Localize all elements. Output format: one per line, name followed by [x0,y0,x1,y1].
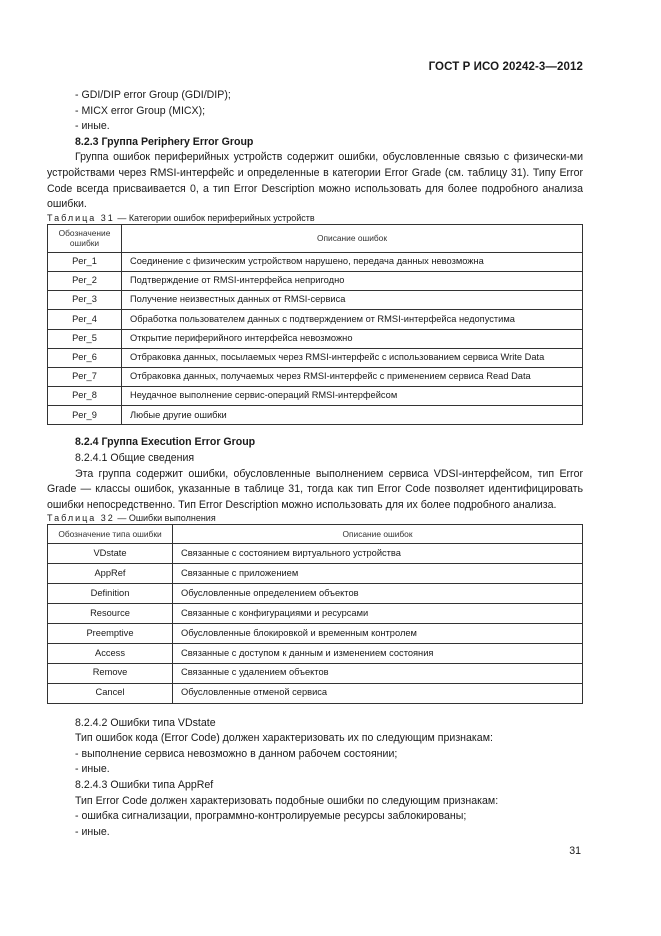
error-description-cell: Связанные с приложением [173,564,583,584]
table-caption-prefix: Таблица 32 [47,513,115,524]
table-body [48,252,583,425]
error-description-cell: Связанные с состоянием виртуального устройства [173,544,583,564]
error-code-cell: Per_1 [48,252,122,271]
error-description-cell: Неудачное выполнение сервис-операций RMSI-интерфейсом [122,387,583,406]
error-code-cell: Definition [48,584,173,604]
table-caption-31 [47,213,583,224]
table-row [48,367,583,386]
error-description-cell: Получение неизвестных данных от RMSI-сервиса [122,291,583,310]
table-row [48,663,583,683]
table-row [48,387,583,406]
error-code-cell: Access [48,643,173,663]
section-heading-8-2-3: 8.2.3 Группа Periphery Error Group [75,135,254,148]
column-header-description: Описание ошибок [122,224,583,252]
error-description-cell: Соединение с физическим устройством нарушено, передача данных невозможна [122,252,583,271]
error-description-cell: Обработка пользователем данных с подтверждением от RMSI-интерфейса недопустима [122,310,583,329]
error-code-cell: Remove [48,663,173,683]
sub-heading-8-2-4-1: 8.2.4.1 Общие сведения [75,452,195,465]
table-row [48,310,583,329]
list-item: - иные. [75,763,110,776]
paragraph: Группа ошибок периферийных устройств содержит ошибки, обусловленные связью с физически-ми устройствами через RMSI-интерфейс и определенные в категории Error Grade (см. таблицу 31). Типу Error Code всегда присваивается 0, а тип Error Description можно использовать для более подробного анализа ошибки. [47,151,583,211]
error-description-cell: Связанные с доступом к данным и изменением состояния [173,643,583,663]
document-header: ГОСТ Р ИСО 20242-3—2012 [428,61,583,73]
table-caption-text: — Ошибки выполнения [114,513,216,524]
error-description-cell: Любые другие ошибки [122,406,583,425]
error-code-cell: Cancel [48,683,173,703]
error-description-cell: Обусловленные отменой сервиса [173,683,583,703]
list-item: - иные. [75,120,110,133]
error-description-cell: Отбраковка данных, получаемых через RMSI-интерфейс с применением сервиса Read Data [122,367,583,386]
table-row [48,406,583,425]
error-code-cell: Per_7 [48,367,122,386]
column-header-code: Обозначение ошибки [48,224,122,252]
error-code-cell: Per_8 [48,387,122,406]
error-code-cell: Per_2 [48,271,122,290]
list-item: - MICX error Group (MICX); [75,104,206,117]
table-header-row [48,525,583,544]
error-code-cell: Per_9 [48,406,122,425]
error-code-cell: VDstate [48,544,173,564]
error-description-cell: Отбраковка данных, посылаемых через RMSI-интерфейс с использованием сервиса Write Data [122,348,583,367]
list-item: - выполнение сервиса невозможно в данном рабочем состоянии; [75,747,398,760]
error-code-cell: Resource [48,604,173,624]
table-caption-prefix: Таблица 31 [47,212,115,223]
page-content [47,88,583,840]
table-body [48,544,583,703]
error-code-cell: Preemptive [48,623,173,643]
error-description-cell: Связанные с удалением объектов [173,663,583,683]
column-header-code: Обозначение типа ошибки [48,525,173,544]
table-header-row [48,224,583,252]
page-number: 31 [569,845,581,857]
table-row [48,683,583,703]
table-31 [47,224,583,426]
table-row [48,604,583,624]
error-description-cell: Обусловленные определением объектов [173,584,583,604]
table-caption-text: — Категории ошибок периферийных устройств [114,212,315,223]
paragraph: Тип ошибок кода (Error Code) должен характеризовать их по следующим признакам: [75,732,493,745]
table-row [48,271,583,290]
error-code-cell: Per_4 [48,310,122,329]
paragraph: Тип Error Code должен характеризовать подобные ошибки по следующим признакам: [75,794,499,807]
error-description-cell: Обусловленные блокировкой и временным контролем [173,623,583,643]
column-header-description: Описание ошибок [173,525,583,544]
table-row [48,291,583,310]
error-code-cell: Per_6 [48,348,122,367]
table-row [48,564,583,584]
sub-heading-8-2-4-3: 8.2.4.3 Ошибки типа AppRef [75,778,214,791]
table-caption-32 [47,513,583,524]
error-code-cell: AppRef [48,564,173,584]
table-32 [47,524,583,703]
error-code-cell: Per_5 [48,329,122,348]
table-row [48,348,583,367]
table-row [48,584,583,604]
error-description-cell: Открытие периферийного интерфейса невозможно [122,329,583,348]
error-description-cell: Связанные с конфигурациями и ресурсами [173,604,583,624]
table-row [48,623,583,643]
table-row [48,643,583,663]
list-item: - ошибка сигнализации, программно-контролируемые ресурсы заблокированы; [75,810,467,823]
table-row [48,544,583,564]
list-item: - иные. [75,825,110,838]
error-code-cell: Per_3 [48,291,122,310]
table-row [48,252,583,271]
table-row [48,329,583,348]
paragraph: Эта группа содержит ошибки, обусловленные выполнением сервиса VDSI-интерфейсом, тип Error Grade — классы ошибок, указанные в таблице 31, тогда как тип Error Code позволяет идентифицировать ошибки непосредственно. Тип Error Description можно использовать для их более подробного анализа. [47,467,583,511]
list-item: - GDI/DIP error Group (GDI/DIP); [75,89,231,101]
sub-heading-8-2-4-2: 8.2.4.2 Ошибки типа VDstate [75,716,216,729]
error-description-cell: Подтверждение от RMSI-интерфейса непригодно [122,271,583,290]
section-heading-8-2-4: 8.2.4 Группа Execution Error Group [75,436,256,449]
